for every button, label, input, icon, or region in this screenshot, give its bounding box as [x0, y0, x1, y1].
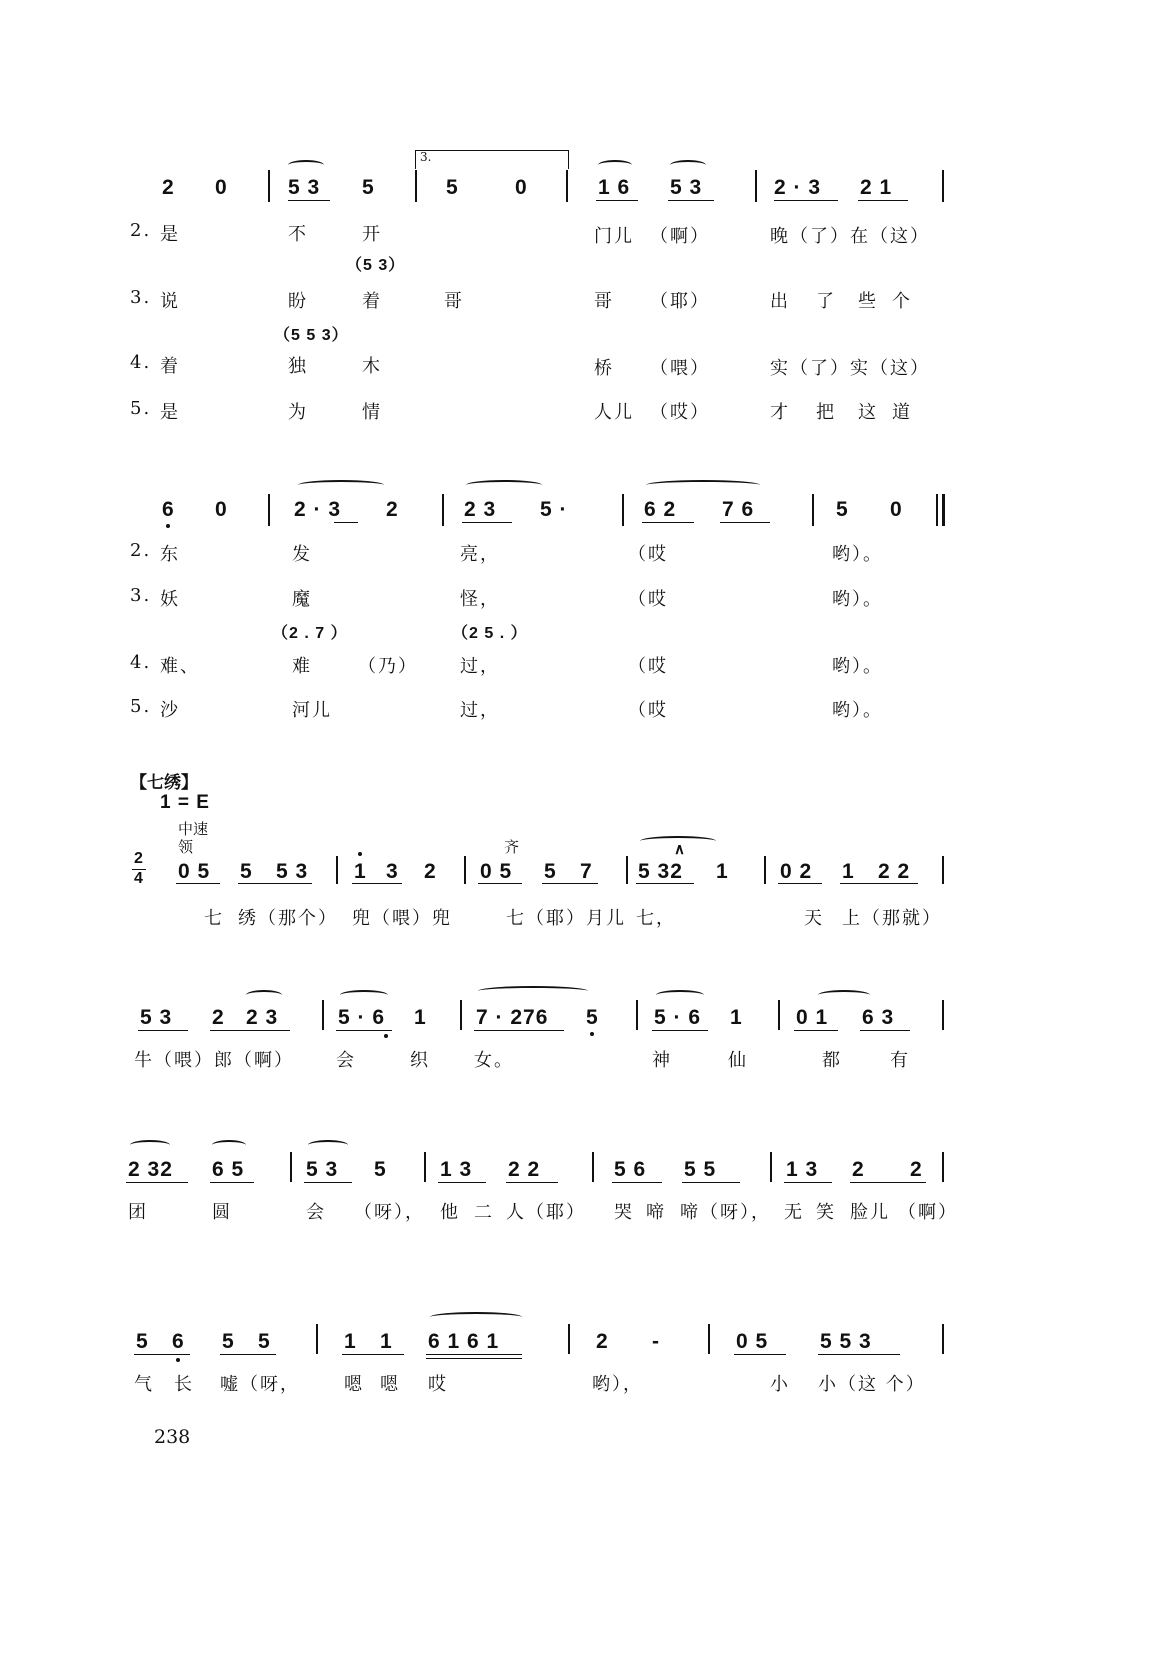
lyric: 女。 — [474, 1050, 514, 1071]
lyric: 哎 — [428, 1374, 448, 1395]
note: 5 3 — [276, 860, 309, 883]
lyric: 圆 — [212, 1202, 232, 1223]
verse-number: 2. — [130, 220, 152, 241]
barline — [415, 170, 417, 202]
lyric: （哎 — [628, 544, 668, 565]
beam — [818, 1354, 900, 1355]
note: 3 — [386, 860, 399, 883]
lyric: 妖 — [160, 589, 180, 610]
lyric: 哟）。 — [832, 656, 883, 677]
lyric: 实（了）实（这） — [770, 358, 930, 379]
lyric: 道 — [892, 402, 912, 423]
lyric: （哎 — [628, 589, 668, 610]
octave-dot — [358, 852, 362, 856]
lyric: 说 — [160, 291, 180, 312]
note: 5 — [544, 860, 557, 883]
slur — [670, 160, 706, 170]
lyric: 门儿 — [594, 226, 634, 247]
beam — [220, 1354, 276, 1355]
beam — [304, 1182, 352, 1183]
beam — [426, 1358, 522, 1359]
lyric: 过， — [460, 656, 500, 677]
ossia: （5 5 3） — [274, 327, 349, 344]
note: 2 3 — [464, 498, 497, 521]
note: 1 — [414, 1006, 427, 1029]
beam — [720, 522, 770, 523]
lyric: 哟）， — [592, 1374, 643, 1395]
barline — [755, 170, 757, 202]
lyric: （啊） — [898, 1202, 958, 1223]
lyric: 些 — [858, 291, 878, 312]
page-number: 238 — [154, 1426, 191, 1448]
slur — [478, 986, 588, 996]
beam — [506, 1182, 558, 1183]
lyric: 过， — [460, 700, 500, 721]
lyric: 是 — [160, 402, 180, 423]
note: 0 1 — [796, 1006, 829, 1029]
note: 6 1 6 1 — [428, 1330, 500, 1353]
lyric: 织 — [410, 1050, 430, 1071]
beam — [784, 1182, 832, 1183]
note: 7 · 276 — [476, 1006, 549, 1029]
slur — [288, 160, 324, 170]
beam — [334, 522, 358, 523]
beam — [438, 1182, 486, 1183]
volta-label: 3. — [420, 150, 432, 164]
note: 2 · 3 — [774, 176, 822, 199]
octave-dot — [590, 1032, 594, 1036]
lyric: 是 — [160, 224, 180, 245]
lyric: 难、 — [160, 656, 200, 677]
note: 2 — [852, 1158, 865, 1181]
note: 5 — [836, 498, 849, 521]
lyric: 这 — [858, 402, 878, 423]
lyric: 兜（喂）兜 — [352, 908, 452, 929]
barline — [464, 856, 466, 884]
barline — [942, 1152, 944, 1182]
barline — [764, 856, 766, 884]
ossia: （2 . 7 ） — [272, 625, 348, 642]
lyric: 嗯 — [380, 1374, 400, 1395]
lyric: 木 — [362, 356, 382, 377]
lyric: 着 — [362, 291, 382, 312]
note: 5 · — [540, 498, 568, 521]
lyric: 哟）。 — [832, 589, 883, 610]
note: 2 — [212, 1006, 225, 1029]
lyric: （乃） — [358, 656, 418, 677]
lyric: 绣（那个） — [238, 908, 338, 929]
beam — [774, 200, 838, 201]
barline — [268, 170, 270, 202]
verse-number: 4. — [130, 352, 152, 373]
note: 0 5 — [736, 1330, 769, 1353]
verse-number: 2. — [130, 540, 152, 561]
beam — [542, 883, 598, 884]
barline — [336, 856, 338, 884]
note: 7 — [580, 860, 593, 883]
note: 5 — [258, 1330, 271, 1353]
lyric: 不 — [288, 224, 308, 245]
barline — [812, 494, 814, 526]
lyric: 开 — [362, 224, 382, 245]
chorus-marking: 齐 — [504, 838, 520, 856]
note: 5 — [374, 1158, 387, 1181]
repeat-end-barline-thick — [942, 494, 945, 526]
beam — [612, 1182, 662, 1183]
beam — [850, 1182, 926, 1183]
note: 5 — [222, 1330, 235, 1353]
note: 5 — [446, 176, 459, 199]
lyric: 哥 — [594, 291, 614, 312]
barline — [592, 1152, 594, 1182]
lyric: 情 — [362, 402, 382, 423]
lyric: 团 — [128, 1202, 148, 1223]
barline — [626, 856, 628, 884]
note: 5 · 6 — [338, 1006, 386, 1029]
note: 0 — [215, 498, 228, 521]
beam — [126, 1182, 188, 1183]
lyric: 哥 — [444, 291, 464, 312]
octave-dot — [166, 524, 170, 528]
beam — [682, 1182, 740, 1183]
lyric: 牛（喂）郎（啊） — [134, 1050, 294, 1071]
note: 2 — [424, 860, 437, 883]
note: - — [652, 1330, 660, 1353]
lyric: 无 — [784, 1202, 804, 1223]
lyric: 神 — [652, 1050, 672, 1071]
note: 0 — [890, 498, 903, 521]
note: 5 5 — [684, 1158, 717, 1181]
beam — [778, 883, 822, 884]
barline — [770, 1152, 772, 1182]
note: 2 — [596, 1330, 609, 1353]
slur — [340, 990, 388, 1000]
lyric: 晚（了）在（这） — [770, 226, 930, 247]
note: 5 32 — [638, 860, 683, 883]
lyric: 七（耶）月儿 — [506, 908, 626, 929]
note: 5 · 6 — [654, 1006, 702, 1029]
note: 1 — [730, 1006, 743, 1029]
ossia: （2 5 . ） — [452, 625, 528, 642]
lyric: 怪， — [460, 589, 500, 610]
lyric: 啼（呀）， — [680, 1202, 771, 1223]
note: 2 2 — [878, 860, 911, 883]
barline — [942, 1000, 944, 1030]
barline — [708, 1324, 710, 1354]
barline — [424, 1152, 426, 1182]
note: 5 3 — [670, 176, 703, 199]
beam — [210, 1030, 290, 1031]
beam — [474, 1030, 564, 1031]
note: 2 1 — [860, 176, 893, 199]
lyric: 个 — [892, 291, 912, 312]
beam — [636, 883, 694, 884]
beam — [734, 1354, 786, 1355]
beam — [238, 883, 312, 884]
slur — [598, 160, 632, 170]
lyric: 河儿 — [292, 700, 332, 721]
note: 0 — [515, 176, 528, 199]
barline — [566, 170, 568, 202]
lyric: 独 — [288, 356, 308, 377]
lyric: 上（那就） — [842, 908, 942, 929]
verse-number: 3. — [130, 287, 152, 308]
lead-marking: 领 — [178, 838, 194, 856]
beam — [176, 883, 220, 884]
lyric: 魔 — [292, 589, 312, 610]
slur — [212, 1140, 246, 1150]
note: 1 — [380, 1330, 393, 1353]
verse-number: 3. — [130, 585, 152, 606]
accent-mark: ∧ — [674, 841, 686, 858]
lyric: 会 — [336, 1050, 356, 1071]
lyric: 东 — [160, 544, 180, 565]
lyric: 小（这 个） — [818, 1374, 926, 1395]
beam — [478, 883, 522, 884]
slur — [430, 1312, 522, 1322]
barline — [942, 1324, 944, 1354]
lyric: 沙 — [160, 700, 180, 721]
note: 2 — [910, 1158, 923, 1181]
lyric: （哎） — [650, 402, 710, 423]
note: 7 6 — [722, 498, 755, 521]
slur — [130, 1140, 170, 1150]
lyric: 亮， — [460, 544, 500, 565]
verse-number: 5. — [130, 398, 152, 419]
note: 5 3 — [288, 176, 321, 199]
lyric: 会 — [306, 1202, 326, 1223]
beam — [858, 200, 908, 201]
beam — [596, 200, 638, 201]
tempo-marking: 中速 — [178, 820, 209, 838]
lyric: 着 — [160, 356, 180, 377]
time-signature-bottom: 4 — [134, 870, 144, 887]
note: 1 3 — [440, 1158, 473, 1181]
note: 6 — [162, 498, 175, 521]
lyric: 了 — [816, 291, 836, 312]
note: 1 — [354, 860, 367, 883]
lyric: 才 — [770, 402, 790, 423]
time-signature-top: 2 — [134, 850, 144, 867]
lyric: 哭 — [614, 1202, 634, 1223]
beam — [336, 1030, 392, 1031]
note: 2 3 — [246, 1006, 279, 1029]
lyric: 他 — [440, 1202, 460, 1223]
barline — [316, 1324, 318, 1354]
lyric: 七， — [636, 908, 676, 929]
barline — [460, 1000, 462, 1030]
note: 5 — [362, 176, 375, 199]
slur — [656, 990, 704, 1000]
note: 1 6 — [598, 176, 631, 199]
lyric: 啼 — [646, 1202, 666, 1223]
note: 5 — [136, 1330, 149, 1353]
lyric: 把 — [816, 402, 836, 423]
lyric: 仙 — [728, 1050, 748, 1071]
note: 2 2 — [508, 1158, 541, 1181]
lyric: 长 — [174, 1374, 194, 1395]
note: 1 — [842, 860, 855, 883]
barline — [942, 170, 944, 202]
note: 2 — [162, 176, 175, 199]
beam — [840, 883, 918, 884]
lyric: （啊） — [650, 226, 710, 247]
note: 0 5 — [178, 860, 211, 883]
barline — [778, 1000, 780, 1030]
lyric: 都 — [822, 1050, 842, 1071]
lyric: （哎 — [628, 700, 668, 721]
note: 2 · 3 — [294, 498, 342, 521]
barline — [322, 1000, 324, 1030]
beam — [668, 200, 714, 201]
beam — [860, 1030, 910, 1031]
beam — [652, 1030, 708, 1031]
note: 5 6 — [614, 1158, 647, 1181]
barline — [636, 1000, 638, 1030]
note: 5 — [240, 860, 253, 883]
lyric: 发 — [292, 544, 312, 565]
lyric: 人（耶） — [506, 1202, 586, 1223]
note: 0 5 — [480, 860, 513, 883]
lyric: 笑 — [816, 1202, 836, 1223]
slur — [246, 990, 282, 1000]
note: 6 5 — [212, 1158, 245, 1181]
lyric: （喂） — [650, 358, 710, 379]
beam — [134, 1354, 190, 1355]
note: 2 — [386, 498, 399, 521]
lyric: （耶） — [650, 291, 710, 312]
note: 5 — [586, 1006, 599, 1029]
lyric: 天 — [804, 908, 824, 929]
note: 2 32 — [128, 1158, 173, 1181]
slur — [818, 990, 870, 1000]
note: 5 3 — [140, 1006, 173, 1029]
barline — [568, 1324, 570, 1354]
lyric: 小 — [770, 1374, 790, 1395]
slur — [646, 480, 760, 490]
slur — [298, 480, 384, 490]
lyric: 人儿 — [594, 402, 634, 423]
lyric: 为 — [288, 402, 308, 423]
slur — [308, 1140, 348, 1150]
barline — [942, 856, 944, 884]
barline — [622, 494, 624, 526]
lyric: 桥 — [594, 358, 614, 379]
ossia: （5 3） — [346, 257, 406, 274]
verse-number: 4. — [130, 652, 152, 673]
lyric: （哎 — [628, 656, 668, 677]
key-signature: 1 = E — [160, 792, 210, 813]
barline — [442, 494, 444, 526]
beam — [794, 1030, 838, 1031]
note: 1 3 — [786, 1158, 819, 1181]
lyric: 七 — [204, 908, 224, 929]
lyric: 嘘（呀， — [220, 1374, 300, 1395]
volta-bracket — [415, 150, 569, 169]
beam — [138, 1030, 188, 1031]
note: 6 3 — [862, 1006, 895, 1029]
note: 1 — [344, 1330, 357, 1353]
beam — [210, 1182, 254, 1183]
note: 5 3 — [306, 1158, 339, 1181]
note: 0 2 — [780, 860, 813, 883]
barline — [268, 494, 270, 526]
note: 0 — [215, 176, 228, 199]
lyric: 出 — [770, 291, 790, 312]
lyric: 有 — [890, 1050, 910, 1071]
barline — [290, 1152, 292, 1182]
note: 1 — [716, 860, 729, 883]
lyric: 哟）。 — [832, 544, 883, 565]
lyric: 二 — [474, 1202, 494, 1223]
beam — [288, 200, 330, 201]
lyric: 嗯 — [344, 1374, 364, 1395]
beam — [462, 522, 512, 523]
lyric: 哟）。 — [832, 700, 883, 721]
lyric: 气 — [134, 1374, 154, 1395]
beam — [342, 1354, 404, 1355]
section-title: 【七绣】 — [130, 773, 198, 793]
repeat-end-barline — [936, 494, 938, 526]
beam — [642, 522, 694, 523]
lyric: 难 — [292, 656, 312, 677]
slur — [466, 480, 542, 490]
note: 5 5 3 — [820, 1330, 872, 1353]
octave-dot — [384, 1034, 388, 1038]
lyric: 脸儿 — [850, 1202, 890, 1223]
lyric: 盼 — [288, 291, 308, 312]
lyric: （呀）， — [354, 1202, 425, 1223]
beam — [352, 883, 402, 884]
verse-number: 5. — [130, 696, 152, 717]
note: 6 — [172, 1330, 185, 1353]
octave-dot — [176, 1358, 180, 1362]
note: 6 2 — [644, 498, 677, 521]
beam — [426, 1354, 522, 1355]
